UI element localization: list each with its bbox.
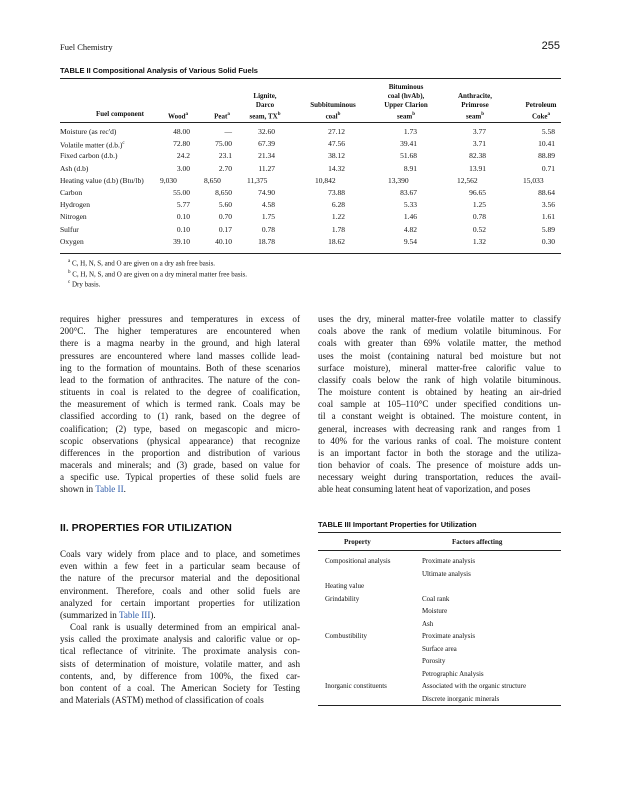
section-title: II. PROPERTIES FOR UTILIZATION [60,522,232,534]
footnote-marker: a [185,112,188,117]
text-line: Coals vary widely from place and to place, and sometimes [60,549,300,559]
table2-col-header-line: Lignite, [253,92,277,100]
table2-cell: 8.91 [403,163,417,173]
table2-cell: 8,650 [215,188,232,197]
text-line: even within a few feet in a particular seam because of [60,561,300,572]
table2-cell: 0.30 [541,236,555,246]
text-line: coalification; (2) type, based on megascopic and micro- [60,423,300,434]
table2-col-header-line: Peat$^a$ [214,112,230,121]
left-paragraph-2 [60,548,300,621]
table2-col-header-line: seam$^b$ [466,112,484,121]
text-line: and Materials (ASTM) method of classification of coals [60,695,264,706]
table3-factor: Moisture [422,607,448,615]
table3-factor: Ultimate analysis [422,569,471,578]
table2-cell: 4.82 [403,224,417,234]
right-paragraph-1 [318,313,561,496]
text-line: there is a magma nearby in the ground, and high lateral [60,338,300,349]
table2-cell: 0.78 [472,212,486,222]
table2-col-header [501,101,581,121]
table2-col-header-line: Anthracite, [457,92,493,100]
table2-row-label-text: Moisture (as rec'd) [60,127,117,136]
text-line: ing to the formation of mountains. Both of these scenarios [60,362,300,373]
table2-col-header-line: Darco [255,101,275,109]
table2-row-label-text: Oxygen [60,236,84,246]
table2-footnote [68,259,215,267]
table2-cell: 38.12 [328,151,345,161]
table2-cell: 74.90 [258,188,275,197]
table2-cell: 1.61 [541,212,555,222]
table2-row-label-text: Nitrogen [60,212,87,222]
table2-cell: 1.25 [472,200,486,210]
table2-col-header [366,83,446,121]
table2-cell: 14.32 [328,163,345,173]
table2-cell: 67.39 [258,139,275,149]
table2-footnote [68,270,247,278]
text-line: pressures are encountered where land masses collide lead- [60,350,300,361]
table2-cell: 1.32 [472,236,486,246]
table2-cell: 23.1 [218,151,232,161]
text-line: requires higher pressures and temperatures in excess of [60,314,300,324]
table3-property: Inorganic constituents [325,682,387,690]
footnote-marker: b [68,269,71,275]
table2-cell: 6.28 [331,200,345,210]
table3-factor: Ash [422,619,434,628]
table2-col-header-line: Upper Clarion [384,101,428,109]
table2-cell: 82.38 [469,151,486,161]
text-line: The moisture content is obtained by heating an air-dried [318,387,561,398]
table2-cell: 55.00 [173,188,190,197]
footnote-marker: b [481,112,484,117]
text-line: environment. Therefore, coals and other solid fuels are [60,585,300,596]
table2-cell: 88.89 [538,151,555,161]
text-line: contents, and, by difference from 100%, the fixed car- [60,670,300,681]
table2-cell: 73.88 [328,188,345,197]
page-number: 255 [541,40,560,52]
table2-title: TABLE II Compositional Analysis of Various Solid Fuels [60,66,258,75]
table2-row-label [60,212,87,222]
table2-cell: 5.58 [541,127,555,136]
text-line: is an important factor in both the storage and the utiliza- [318,447,561,458]
text-line: able heat consuming latent heat of vaporization, and poses [318,484,531,495]
table2-cell: 47.56 [328,139,345,149]
table3-factor: Proximate analysis [422,557,476,565]
table3-factor: Coal rank [422,594,450,603]
text-line: lead to the formation of anthracites. The nature of the con- [60,374,300,385]
table2-cell: 1.75 [261,212,275,222]
table2-col-header-line: Bituminous [388,83,424,91]
footnote-marker: c [122,141,125,147]
table2-row-label-text: Volatile matter (d.b.) [60,140,123,150]
text-line: uses the dry, mineral matter-free volatile matter to classify [318,314,561,324]
text-line: general, increases with decreasing rank and ranges from 1 [318,423,561,434]
text-fragment: (summarized in [60,609,119,620]
text-line: sists of determination of moisture, volatile matter, and ash [60,658,300,669]
table2-cell: 75.00 [215,139,232,149]
table2-cell: 13,390 [388,175,409,185]
footnote-marker: b [277,112,281,117]
table2-cell: 40.10 [215,236,232,246]
table3-factor: Porosity [422,657,446,665]
text-line: ysis called the proximate analysis and calorific value or op- [60,634,300,645]
table3-top-rule [318,532,561,533]
table2-row-label [60,200,90,210]
table2-row-label [60,127,116,137]
text-line: a specific use. Typical properties of these solid fuels are [60,472,300,483]
table3-title: TABLE III Important Properties for Utilization [318,520,477,529]
table2-cell: 39.10 [173,236,190,246]
table2-row-label [60,225,79,235]
table2-cell: 0.10 [176,212,190,222]
table3-property: Grindability [325,594,360,603]
text-line: macerals and minerals; and (3) grade, based on value for [60,460,300,471]
table2-col-header-line: Subbituminous [310,101,356,109]
text-line: the measurement of which is termed rank. Coals may be [60,399,300,410]
footnote-marker: a [68,259,71,264]
text-line [60,609,300,621]
table2-cell: 10,842 [315,175,336,185]
table2-col-header-line: coal$^b$ [325,112,341,121]
table2-cell: 1.22 [331,212,345,222]
table2-cell: — [224,127,232,136]
table3-property: Heating value [325,582,365,590]
table2-cell: 1.73 [403,127,417,136]
table2-col-header-line: seam, $TX^b$ [249,112,281,121]
text-line: coal sample at 105–110°C under specified conditions un- [318,399,561,410]
table2-col-header-line: coal (hvAb), [387,92,425,100]
footnote-text: Dry basis. [70,280,101,289]
table2-cell: 24.2 [176,151,190,161]
table2-col-header-line: Wood$^a$ [167,112,188,121]
table2-row-label [60,188,82,198]
table2-row-label [60,237,84,247]
table2-cell: 0.10 [176,224,190,234]
running-title: Fuel Chemistry [60,42,113,52]
table2-cell: 10.41 [538,139,555,149]
table2-cell: 3.71 [472,139,486,149]
table2-col-header [293,101,373,121]
table2-cell: 0.71 [541,163,555,173]
table2-cell: 27.12 [328,127,345,136]
table2-cell: 2.70 [218,163,232,173]
table2-cell: 39.41 [400,139,417,149]
text-line: necessary weight during transportation, reduces the avail- [318,472,561,483]
table2-cell: 5.60 [218,200,232,210]
table2-header-rule [60,122,561,123]
text-line: til a constant weight is obtained. The moisture content, in [318,411,561,422]
table2-cell: 9,030 [160,175,177,185]
text-fragment: ). [150,609,156,620]
text-line: uses the moist (containing natural bed moisture but not [318,350,561,361]
table3-property: Compositional analysis [325,557,391,565]
table2-cell: 3.77 [472,127,486,136]
table2-cell: 18.78 [258,236,275,246]
table2-row-label-text: Carbon [60,188,83,197]
text-line: 200°C. The higher temperatures are encountered when [60,326,300,337]
text-line [60,483,300,495]
table3-col-property: Property [344,538,371,546]
table2-cell: 11.27 [258,163,275,173]
text-line: coals with greater than 69% volatile matter, the method [318,338,561,349]
table2-col-header-line: seam$^b$ [397,112,415,121]
table2-cell: 32.60 [258,127,275,136]
table2-cell: 5.33 [403,200,417,210]
table3-factor: Discrete inorganic minerals [422,694,500,703]
text-line: Coal rank is usually determined from an empirical anal- [70,622,300,632]
table2-row-label [60,139,125,151]
table2-row-label-text: Hydrogen [60,200,90,210]
text-line: surface moisture), mineral matter-free calorific value to [318,362,561,373]
table2-cell: 0.78 [261,224,275,234]
table2-row-label [60,164,88,174]
table2-cell: 0.70 [218,212,232,222]
table3-col-factors: Factors affecting [452,538,503,546]
table2-cell: 1.78 [331,224,345,234]
left-paragraph-3 [60,621,300,706]
text-line: coals above the rank of medium volatile bituminous. For [318,326,561,337]
table3-property: Combustibility [325,632,368,640]
table2-cell: 1.46 [403,212,417,222]
table2-row-label [60,176,144,186]
table2-cell: 4.58 [261,200,275,210]
footnote-text: C, H, N, S, and O are given on a dry mineral matter free basis. [70,269,248,278]
table2-cell: 3.00 [176,163,190,173]
text-line: classified according to (1) rank, based on the degree of [60,411,300,422]
text-line: tion behavior of coals. The presence of moisture adds un- [318,460,561,471]
table2-row-label-text: Sulfur [60,224,79,234]
text-line: the nature of the precursor material and the depositional [60,573,300,584]
table2-col-header-line: Petroleum [525,101,557,109]
table2-cell: 21.34 [258,151,275,161]
table2-cell: 15,033 [523,175,544,185]
text-line: bon content of a coal. The American Society for Testing [60,682,300,693]
footnote-text: C, H, N, S, and O are given on a dry ash free basis. [70,259,216,268]
table2-cell: 5.89 [541,224,555,234]
table2-cell: 5.77 [176,200,190,210]
table2-cell: 48.00 [173,127,190,136]
table2-cell: 83.67 [400,188,417,197]
footnote-marker: a [547,112,551,117]
table3-header-rule [318,550,561,551]
table2-col-header-line: Coke$^a$ [531,112,551,121]
table2-cell: 18.62 [328,236,345,246]
table3-bottom-rule [318,705,561,706]
table2-cell: 11,375 [247,175,268,185]
table3-factor: Surface area [422,644,457,653]
table2-footnote [68,280,100,288]
text-line: stituents in coal is related to the degree of coalification, [60,387,300,398]
table2-row-label-text: Heating value (d.b) (Btu/lb) [60,175,144,185]
footnote-marker: b [412,112,415,117]
table2-cell: 96.65 [469,188,486,197]
text-fragment: shown in [60,484,96,495]
table-link[interactable]: Table II [95,484,124,495]
table2-bottom-rule [60,253,561,254]
table2-cell: 8,650 [204,175,221,185]
table2-col-header-line: Primrose [461,101,489,109]
footnote-marker: c [68,280,71,285]
table2-row-label-text: Fixed carbon (d.b.) [60,151,118,161]
table2-cell: 12,562 [457,175,478,185]
text-fragment: . [123,484,126,495]
table3-factor: Petrographic Analysis [422,669,484,678]
table2-cell: 13.91 [469,163,486,173]
text-line: tical reflectance of vitrinite. The proximate analysis con- [60,646,300,657]
table2-cell: 88.64 [538,188,555,197]
table3-factor: Associated with the organic structure [422,682,527,690]
text-line: classify coals below the rank of high volatile bituminous. [318,374,561,385]
text-line: analyzed for certain important properties for utilization [60,597,300,608]
table2-cell: 9.54 [403,236,417,246]
footnote-marker: a [227,112,230,117]
table2-cell: 0.17 [218,224,232,234]
table2-cell: 51.68 [400,151,417,161]
table-link[interactable]: Table III [118,609,151,620]
table2-cell: 0.52 [472,224,486,234]
footnote-marker: b [337,112,341,117]
left-paragraph-1 [60,313,300,496]
text-line: scopic observations (physical appearance) that recognize [60,435,300,446]
table2-top-rule [60,78,561,79]
table3-factor: Proximate analysis [422,632,476,640]
text-line: to 40% for the various ranks of coal. The moisture content [318,435,561,446]
table2-cell: 3.56 [541,200,555,210]
text-line: differences in the proportion and distribution of various [60,447,300,458]
table2-row-label-text: Ash (d.b) [60,163,89,173]
table2-cell: 72.80 [173,139,190,149]
table2-col-header-line: Fuel component [95,110,145,118]
table2-row-label [60,151,117,161]
